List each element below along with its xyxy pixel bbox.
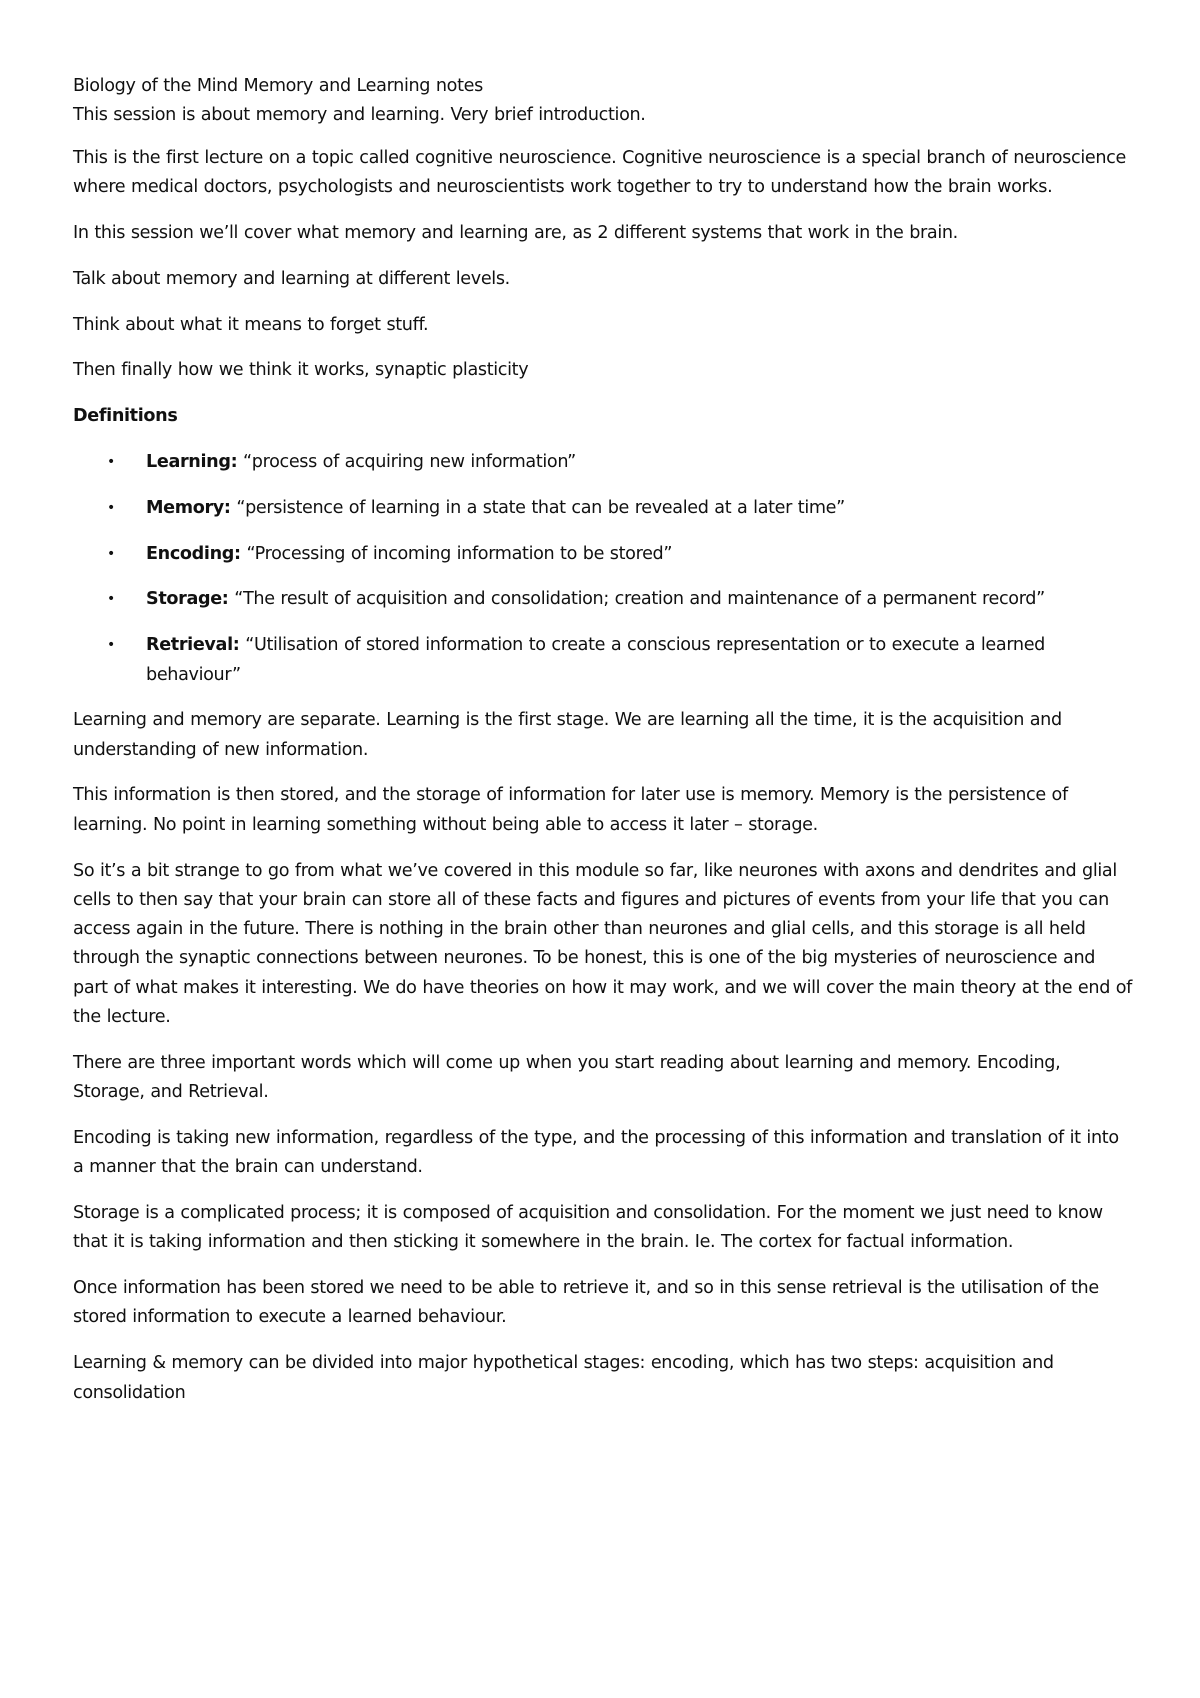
bullet-icon: • xyxy=(107,499,115,516)
paragraph: So it’s a bit strange to go from what we’ve covered in this module so far, like neurones with axons and dendrites and glial cells to then say that your brain can store all of these facts and figures and pictures of events from your life that you can access again in the future. There is nothing in the brain other than neurones and glial cells, and this storage is all held through the synaptic connections between neurones. To be honest, this is one of the big mysteries of neuroscience and part of what makes it interesting. We do have theories on how it may work, and we will cover the main theory at the end of the lecture. xyxy=(73,860,1133,1028)
paragraph: Learning and memory are separate. Learning is the first stage. We are learning all the time, it is the acquisition and understanding of new information. xyxy=(73,710,1062,760)
paragraph: This information is then stored, and the storage of information for later use is memory. Memory is the persistence of learning. No point in learning something without being able to access it later – storage. xyxy=(73,785,1068,835)
definition-term: Storage: xyxy=(146,589,229,610)
definition-text: “Processing of incoming information to be stored” xyxy=(240,543,673,564)
definition-item xyxy=(73,448,1133,477)
document-title: Biology of the Mind Memory and Learning notes xyxy=(73,76,483,96)
paragraph: There are three important words which will come up when you start reading about learning and memory. Encoding, Storage, and Retrieval. xyxy=(73,1052,1061,1103)
definition-item xyxy=(73,585,1133,614)
paragraph: Then finally how we think it works, synaptic plasticity xyxy=(73,360,529,381)
definition-term: Encoding: xyxy=(146,543,241,564)
definition-item xyxy=(73,540,1133,569)
paragraph: Storage is a complicated process; it is composed of acquisition and consolidation. For the moment we just need to know that it is taking information and then sticking it somewhere in the brain. Ie. The cortex for factual information. xyxy=(73,1203,1103,1253)
intro-line: This session is about memory and learning. Very brief introduction. xyxy=(73,105,646,125)
paragraph: Encoding is taking new information, regardless of the type, and the processing of this information and translation of it into a manner that the brain can understand. xyxy=(73,1127,1119,1178)
definitions-heading: Definitions xyxy=(73,406,178,427)
definition-item xyxy=(73,494,1133,523)
definition-term: Memory: xyxy=(146,497,231,518)
definition-item xyxy=(73,631,1133,690)
bullet-icon: • xyxy=(107,545,115,562)
paragraph: This is the first lecture on a topic called cognitive neuroscience. Cognitive neuroscience is a special branch of neuroscience where medical doctors, psychologists and neuroscientists work together to try to understand how the brain works. xyxy=(73,148,1126,198)
paragraph: Learning & memory can be divided into major hypothetical stages: encoding, which has two steps: acquisition and consolidation xyxy=(73,1353,1054,1403)
definition-text: “persistence of learning in a state that can be revealed at a later time” xyxy=(230,497,845,518)
paragraph: Talk about memory and learning at different levels. xyxy=(73,268,510,289)
definition-term: Learning: xyxy=(146,452,238,473)
bullet-icon: • xyxy=(107,454,115,471)
document-body xyxy=(73,144,1133,1424)
definition-text: “Utilisation of stored information to create a conscious representation or to execute a learned behaviour” xyxy=(146,635,1045,685)
paragraph: Think about what it means to forget stuff. xyxy=(73,314,429,335)
definitions-list xyxy=(73,448,1133,690)
bullet-icon: • xyxy=(107,637,115,654)
paragraph: In this session we’ll cover what memory and learning are, as 2 different systems that work in the brain. xyxy=(73,223,958,244)
paragraph: Once information has been stored we need to be able to retrieve it, and so in this sense retrieval is the utilisation of the stored information to execute a learned behaviour. xyxy=(73,1278,1099,1328)
definition-text: “process of acquiring new information” xyxy=(237,452,576,473)
definition-term: Retrieval: xyxy=(146,635,240,656)
bullet-icon: • xyxy=(107,591,115,608)
definition-text: “The result of acquisition and consolidation; creation and maintenance of a permanent record” xyxy=(228,589,1045,610)
